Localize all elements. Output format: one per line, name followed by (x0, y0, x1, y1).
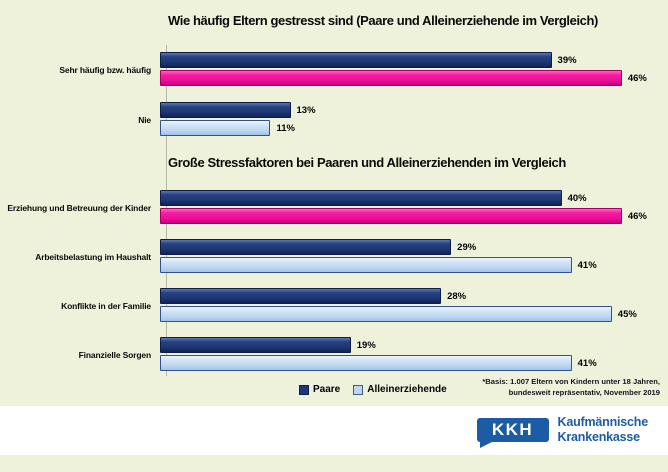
category-label: Arbeitsbelastung im Haushalt (35, 252, 151, 262)
value-label: 41% (577, 259, 597, 271)
bars-cell (160, 190, 662, 226)
bar-group (0, 239, 662, 275)
bar-paare (160, 239, 451, 255)
value-label: 45% (617, 308, 637, 320)
value-label: 46% (627, 72, 647, 84)
bar-alleinerziehende (160, 355, 572, 371)
bar-row (160, 337, 662, 353)
footnote-line1: *Basis: 1.007 Eltern von Kindern unter 18 Jahren, (482, 377, 660, 386)
bar-row (160, 239, 662, 255)
bar-alleinerziehende (160, 70, 622, 86)
bars-cell (160, 288, 662, 324)
value-label: 29% (457, 241, 477, 253)
kkh-logo-name (558, 415, 648, 445)
legend-item-paare (299, 384, 340, 395)
legend-swatch-paare-icon (299, 385, 309, 395)
bar-alleinerziehende (160, 208, 622, 224)
category-label: Nie (138, 115, 151, 125)
bar-alleinerziehende (160, 257, 572, 273)
bar-row (160, 190, 662, 206)
value-label: 13% (296, 104, 316, 116)
value-label: 46% (627, 210, 647, 222)
legend-swatch-alleinerziehende-icon (353, 385, 363, 395)
bar-paare (160, 52, 552, 68)
bars-cell (160, 337, 662, 373)
footnote (400, 377, 660, 398)
chart2-title: Große Stressfaktoren bei Paaren und Alleinerziehenden im Vergleich (168, 155, 566, 170)
value-label: 11% (276, 122, 295, 134)
bar-row (160, 52, 662, 68)
category-label: Sehr häufig bzw. häufig (59, 65, 151, 75)
bar-group (0, 52, 662, 88)
kkh-logo-box: KKH (477, 418, 549, 442)
bars-cell (160, 239, 662, 275)
bar-paare (160, 190, 562, 206)
value-label: 28% (447, 290, 467, 302)
chart1-title: Wie häufig Eltern gestresst sind (Paare und Alleinerziehende im Vergleich) (168, 13, 598, 28)
chart1-rows (0, 52, 662, 152)
kkh-logo-tail-icon (480, 441, 494, 448)
legend-label-alleinerziehende: Alleinerziehende (367, 384, 447, 395)
bars-cell (160, 52, 662, 88)
bar-row (160, 102, 662, 118)
bar-row (160, 257, 662, 273)
bar-alleinerziehende (160, 306, 612, 322)
bar-paare (160, 337, 351, 353)
footnote-line2: bundesweit repräsentativ, November 2019 (508, 387, 660, 397)
bar-row (160, 288, 662, 304)
bar-group (0, 190, 662, 226)
bar-row (160, 306, 662, 322)
value-label: 41% (577, 357, 597, 369)
kkh-logo (477, 415, 648, 445)
category-label: Konflikte in der Familie (61, 301, 151, 311)
kkh-logo-name-line1: Kaufmännische (557, 415, 648, 429)
bar-row (160, 120, 662, 136)
category-label: Finanzielle Sorgen (78, 350, 151, 360)
bar-alleinerziehende (160, 120, 270, 136)
bar-group (0, 288, 662, 324)
value-label: 19% (356, 339, 376, 351)
bar-group (0, 337, 662, 373)
legend-label-paare: Paare (313, 384, 341, 395)
kkh-logo-name-line2: Krankenkasse (557, 430, 640, 444)
bar-row (160, 355, 662, 371)
bar-row (160, 70, 662, 86)
bar-paare (160, 102, 291, 118)
value-label: 39% (557, 54, 577, 66)
value-label: 40% (567, 192, 587, 204)
bar-paare (160, 288, 441, 304)
category-label: Erziehung und Betreuung der Kinder (7, 203, 151, 213)
chart2-rows (0, 190, 662, 386)
bar-group (0, 102, 662, 138)
kkh-logo-mark-icon (477, 418, 549, 442)
bars-cell (160, 102, 662, 138)
bar-row (160, 208, 662, 224)
